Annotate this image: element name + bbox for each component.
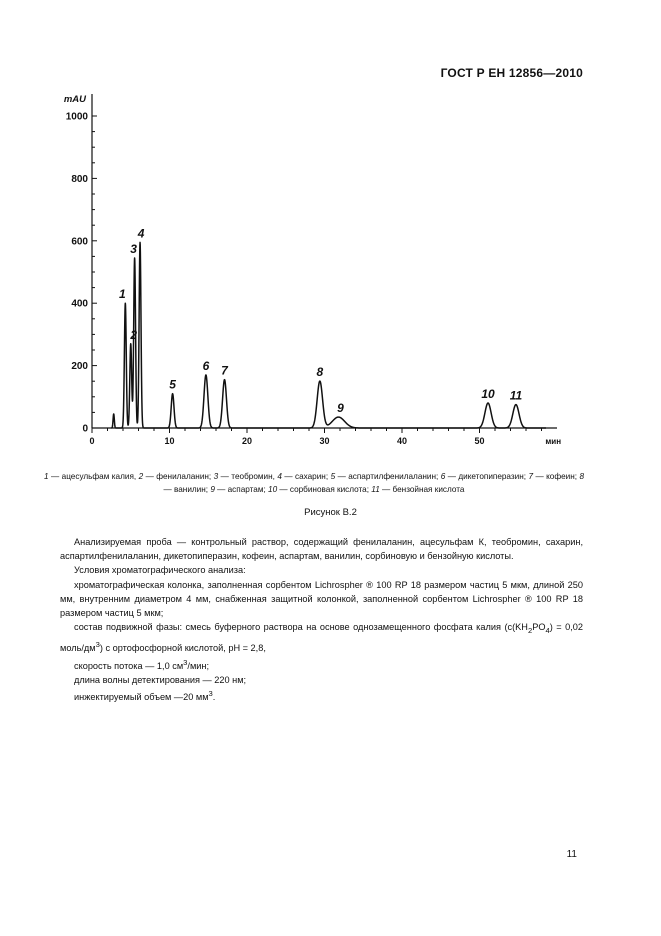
legend-text: — аспартилфенилаланин;	[335, 472, 441, 481]
y-tick-label: 400	[71, 298, 88, 310]
legend-text: — ванилин;	[163, 485, 211, 494]
legend-number: 4	[277, 472, 282, 481]
x-tick-label: 40	[396, 436, 408, 446]
legend-text: — теобромин,	[218, 472, 278, 481]
x-tick-label: 20	[241, 436, 253, 446]
paragraph-column: хроматографическая колонка, заполненная сорбентом Lichrospher ® 100 RP 18 размером частиц 5 мкм, длиной 250 мм, внутренним диаметром 4 мм, снабженная защитной колонкой, заполненной сорбентом Lichrospher ® 100 RP 18 размером частиц 5 мкм;	[60, 579, 583, 619]
paragraph-conditions: Условия хроматографического анализа:	[74, 565, 246, 576]
legend-number: 7	[528, 472, 534, 481]
legend-number: 2	[138, 472, 144, 481]
standard-header: ГОСТ Р ЕН 12856—2010	[440, 66, 583, 80]
paragraph-flow-rate: скорость потока — 1,0 $см^3$/мин;	[74, 657, 210, 671]
paragraph-injection-volume: инжектируемый объем —20 $мм^3$.	[74, 688, 216, 703]
legend-number: 9	[210, 485, 215, 494]
x-tick-label: 30	[319, 436, 330, 446]
legend-text: — бензойная кислота	[379, 485, 465, 494]
peak-1-label: 1	[118, 287, 126, 302]
peak-6-label: 6	[202, 358, 210, 373]
legend-number: 8	[579, 472, 585, 481]
legend-number: 10	[268, 485, 278, 494]
legend-text: — сахарин;	[281, 472, 331, 481]
legend-number: 5	[330, 472, 336, 481]
y-tick-label: 0	[82, 423, 88, 435]
y-axis-unit-label: mAU	[63, 94, 86, 105]
x-axis-unit-label: мин	[545, 437, 562, 446]
body-text	[60, 535, 583, 704]
legend-text: — ацесульфам калия,	[48, 472, 139, 481]
y-tick-label: 200	[71, 361, 88, 373]
peak-4-label: 4	[137, 226, 145, 241]
paragraph-sample: Анализируемая проба — контрольный раствор, содержащий фенилаланин, ацесульфам К, теобромин, сахарин, аспартилфенилаланин, дикетопиперазин, кофеин, аспартам, ванилин, сорбиновую и бензойную кислоты.	[60, 537, 583, 562]
peak-7-label: 7	[221, 363, 228, 378]
chromatogram-chart	[40, 80, 580, 468]
figure-caption: Рисунок В.2	[304, 507, 357, 518]
paragraph-wavelength: длина волны детектирования — 220 нм;	[74, 674, 247, 685]
legend-text: — кофеин;	[533, 472, 580, 481]
peak-5-label: 5	[169, 377, 176, 392]
legend-text: — фенилаланин;	[143, 472, 214, 481]
peak-3-label: 3	[130, 241, 137, 256]
legend-number: 11	[371, 485, 380, 494]
x-tick-label: 10	[164, 436, 175, 446]
legend-text: — аспартам;	[214, 485, 269, 494]
legend-text: — сорбиновая кислота;	[277, 485, 372, 494]
y-tick-label: 600	[71, 236, 88, 248]
peak-2-label: 2	[130, 327, 138, 342]
y-tick-label: 800	[71, 173, 88, 185]
page-number: 11	[566, 849, 577, 860]
peak-9-label: 9	[337, 401, 344, 416]
paragraph-mobile-phase: состав подвижной фазы: смесь буферного раствора на основе однозамещенного фосфата калия ($c(KH_2PO_4) = 0,02$ моль/$дм^3$) с ортофосфорной кислотой, pH = 2,8,	[60, 622, 583, 654]
figure-legend	[44, 470, 584, 496]
peak-10-label: 10	[481, 387, 495, 402]
legend-number: 1	[44, 472, 49, 481]
peak-11-label: 11	[509, 388, 523, 403]
y-tick-label: 1000	[65, 111, 88, 123]
legend-number: 6	[440, 472, 446, 481]
peak-8-label: 8	[316, 365, 324, 380]
x-tick-label: 0	[89, 436, 95, 446]
legend-text: — дикетопиперазин;	[445, 472, 529, 481]
x-tick-label: 50	[474, 436, 485, 446]
legend-number: 3	[213, 472, 219, 481]
